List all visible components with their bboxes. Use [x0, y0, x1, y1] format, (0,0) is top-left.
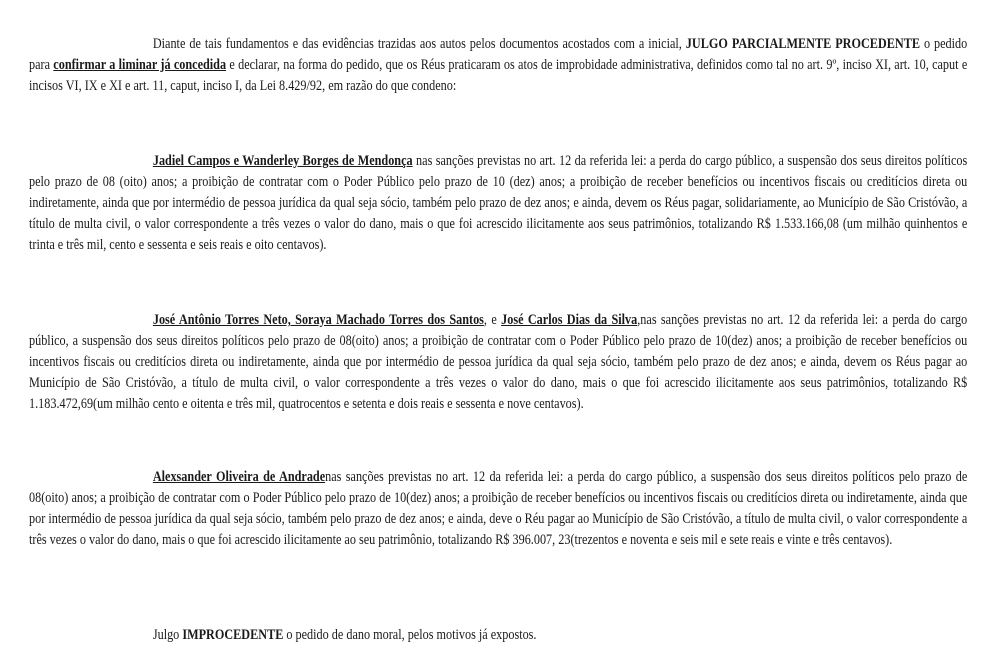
- bold-text: IMPROCEDENTE: [182, 627, 284, 643]
- text: nas sanções previstas no art. 12 da referida lei: a perda do cargo público, a suspensão dos seus direitos políticos pelo prazo de 08(oito) anos; a proibição de contratar com o Poder Público pelo prazo de 10(dez) anos; a proibição de receber benefícios ou incentivos fiscais ou creditícios direta ou indiretamente, ainda que por intermédio de pessoa jurídica da qual seja sócio, também pelo prazo de dez anos; e ainda, deve o Réu pagar ao Município de São Cristóvão, a título de multa civil, o valor correspondente a três vezes o valor do dano, mais o que foi acrescido ilicitamente ao seu patrimônio, totalizando R$ 396.007, 23(trezentos e noventa e seis mil e sete reais e vinte e três centavos).: [29, 469, 968, 548]
- paragraph-sentence-2: [29, 310, 967, 415]
- defendant-names: José Antônio Torres Neto, Soraya Machado Torres dos Santos: [152, 312, 484, 328]
- text: , e: [483, 312, 502, 328]
- text: Diante de tais fundamentos e das evidências trazidas aos autos pelos documentos acostados com a inicial,: [152, 36, 686, 52]
- paragraph-judgment: [29, 34, 967, 97]
- defendant-name: Alexsander Oliveira de Andrade: [152, 469, 326, 485]
- bold-text: JULGO PARCIALMENTE PROCEDENTE: [685, 36, 920, 52]
- paragraph-sentence-1: [29, 151, 967, 256]
- paragraph-dismissal: [29, 625, 967, 646]
- text: e declarar, na forma do pedido, que os Réus praticaram os atos de improbidade administrativa, definidos como tal no art. 9º, inciso XI, art. 10, caput e incisos VI, IX e XI e art. 11, caput, inciso I, da Lei 8.429/92, em razão do que condeno:: [29, 57, 968, 94]
- defendant-name: José Carlos Dias da Silva: [501, 312, 638, 328]
- text: o pedido de dano moral, pelos motivos já expostos.: [283, 627, 537, 643]
- paragraph-sentence-3: [29, 467, 967, 551]
- text: Julgo: [152, 627, 183, 643]
- defendant-names: Jadiel Campos e Wanderley Borges de Mendonça: [152, 153, 413, 169]
- text: nas sanções previstas no art. 12 da referida lei: a perda do cargo público, a suspensão dos seus direitos políticos pelo prazo de 08 (oito) anos; a proibição de contratar com o Poder Público pelo prazo de 10 (dez) anos; a proibição de receber benefícios ou incentivos fiscais ou creditícios direta ou indiretamente, ainda que por intermédio de pessoa jurídica da qual seja sócio, também pelo prazo de dez anos; e ainda, devem os Réus pagar, solidariamente, ao Município de São Cristóvão, a título de multa civil, o valor correspondente a três vezes o valor do dano, mais o que foi acrescido ilicitamente aos seus patrimônios, totalizando R$ 1.533.166,08 (um milhão quinhentos e trinta e três mil, cento e sessenta e seis reais e oito centavos).: [29, 153, 968, 253]
- bold-underlined-text: confirmar a liminar já concedida: [53, 57, 227, 73]
- text: ,nas sanções previstas no art. 12 da referida lei: a perda do cargo público, a suspensão dos seus direitos políticos pelo prazo de 08(oito) anos; a proibição de contratar com o Poder Público pelo prazo de 10(dez) anos; a proibição de receber benefícios ou incentivos fiscais ou creditícios direta ou indiretamente, ainda que por intermédio de pessoa jurídica da qual seja sócio, também pelo prazo de dez anos; e ainda, devem os Réus pagar ao Município de São Cristóvão, a título de multa civil, o valor correspondente a três vezes o valor do dano, mais o que foi acrescido ilicitamente aos seus patrimônios, totalizando R$ 1.183.472,69(um milhão cento e oitenta e três mil, quatrocentos e setenta e dois reais e sessenta e nove centavos).: [29, 312, 968, 412]
- text: o pedido para: [29, 36, 968, 73]
